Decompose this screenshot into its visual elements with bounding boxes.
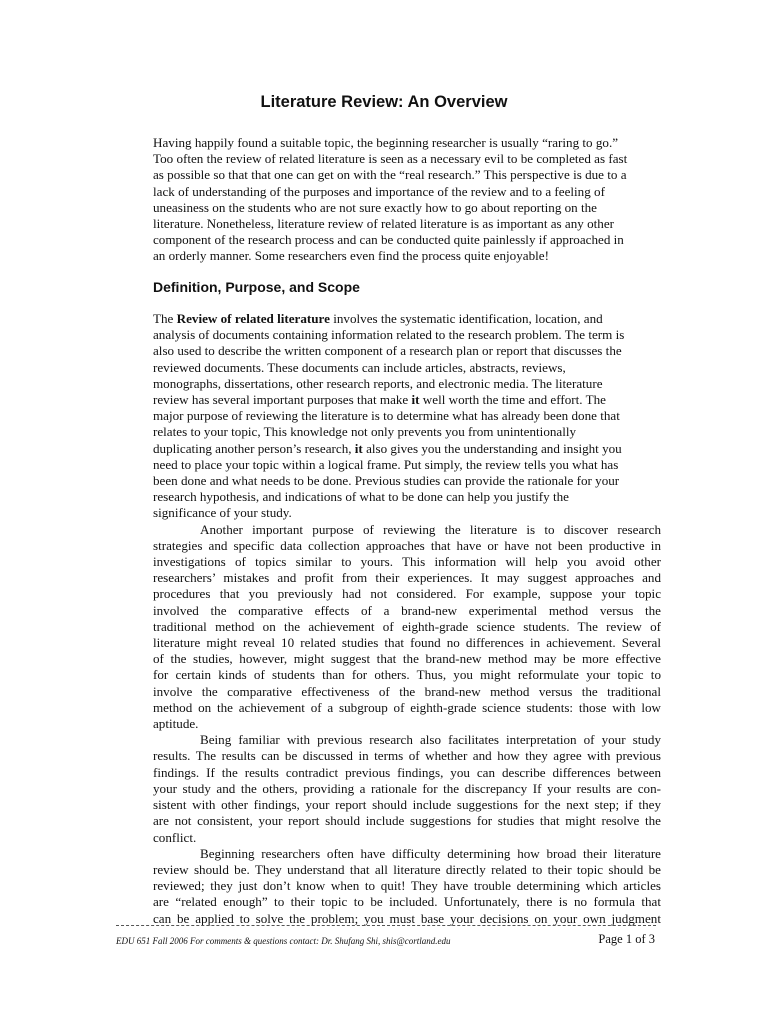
intro-line: lack of understanding of the purposes and importance of the review and to a feeling of (153, 183, 605, 199)
paragraph-line: sistent with other findings, your report should include suggestions for the next step; if they (153, 797, 661, 813)
section-body (153, 311, 661, 927)
paragraph-line: Another important purpose of reviewing the literature is to discover research (200, 521, 661, 537)
paragraph-line: strategies and specific data collection approaches that have or have not been productive in (153, 537, 661, 553)
intro-line: Having happily found a suitable topic, the beginning researcher is usually “raring to go.” (153, 135, 619, 150)
paragraph-line: method on the achievement of a subgroup of eighth-grade science students: those with low (153, 699, 661, 715)
page-title: Literature Review: An Overview (260, 93, 508, 111)
bold-term: Review of related literature (176, 311, 330, 326)
bold-term: it (411, 392, 420, 408)
paragraph-line: reviewed documents. These documents can include articles, abstracts, reviews, (153, 359, 566, 375)
paragraph-line: for certain kinds of students than for others. Thus, you might reformulate your topic to (153, 667, 661, 683)
paragraph-line: traditional method on the achievement of eighth-grade science students. The review of (153, 618, 661, 634)
text-run: also gives you the understanding and insight you (362, 440, 622, 456)
paragraph-line: findings. If the results contradict previous findings, you can describe differences between (153, 764, 661, 780)
paragraph-definition (153, 311, 661, 522)
paragraph-line: are “related enough” to their topic to be included. Unfortunately, there is no formula that (153, 894, 661, 910)
intro-line: component of the research process and can be conducted quite painlessly if approached in (153, 232, 624, 248)
paragraph-interpretation (153, 732, 661, 845)
intro-line: uneasiness on the students who are not sure exactly how to go about reporting on the (153, 199, 597, 215)
paragraph-line: aptitude. (153, 716, 199, 732)
paragraph-research-strategies (153, 522, 661, 733)
paragraph-line: literature might reveal 10 related studies that found no differences in achievement. Several (153, 635, 661, 651)
paragraph-line: procedures that you previously had not considered. For example, suppose your topic (153, 586, 661, 602)
intro-line: Too often the review of related literature is seen as a necessary evil to be completed as fast (153, 151, 628, 167)
text-run: well worth the time and effort. The (419, 392, 606, 408)
paragraph-line: of the studies, however, might suggest that the brand-new method may be more effective (153, 651, 661, 667)
section-heading: Definition, Purpose, and Scope (153, 279, 360, 295)
text-run: The (153, 311, 177, 326)
paragraph-line: research hypothesis, and indications of what to be done can help you justify the (153, 489, 569, 505)
text-run: involves the systematic identification, location, and (329, 311, 603, 326)
footer-contact: EDU 651 Fall 2006 For comments & questions contact: Dr. Shufang Shi, shis@cortland.edu (116, 936, 451, 946)
paragraph-line (153, 392, 661, 408)
paragraph-line: monographs, dissertations, other research reports, and electronic media. The literature (153, 375, 603, 391)
paragraph-line: results. The results can be discussed in terms of whether and how they agree with previous (153, 748, 661, 764)
paragraph-line: need to place your topic within a logical frame. Put simply, the review tells you what has (153, 456, 619, 472)
paragraph-line: involve the comparative effectiveness of the brand-new method versus the traditional (153, 683, 661, 699)
paragraph-line: can be applied to solve the problem; you must base your decisions on your own judgment (153, 910, 661, 926)
paragraph-line: conflict. (153, 829, 197, 845)
paragraph-line: involved the comparative effects of a brand-new experimental method versus the (153, 602, 661, 618)
paragraph-line: are not consistent, your report should include suggestions for studies that might resolve the (153, 813, 661, 829)
paragraph-line: relates to your topic, This knowledge not only prevents you from unintentionally (153, 424, 577, 440)
intro-line: as possible so that that one can get on with the “real research.” This perspective is due to a (153, 167, 627, 183)
paragraph-line: reviewed; they just don’t know when to quit! They have trouble determining which articles (153, 878, 661, 894)
footer-divider (116, 925, 656, 926)
paragraph-line (153, 311, 661, 327)
paragraph-line: investigations of topics similar to yours. This information will help you avoid other (153, 554, 661, 570)
paragraph-line: major purpose of reviewing the literature is to determine what has already been done that (153, 408, 620, 424)
text-run: review has several important purposes that make (153, 392, 412, 408)
paragraph-scope (153, 846, 661, 927)
paragraph-line: Beginning researchers often have difficulty determining how broad their literature (200, 845, 661, 861)
paragraph-line: Being familiar with previous research also facilitates interpretation of your study (200, 732, 661, 748)
paragraph-line: also used to describe the written component of a research plan or report that discusses the (153, 343, 622, 359)
paragraph-line: review should be. They understand that all literature directly related to their topic should be (153, 861, 661, 877)
paragraph-line (153, 441, 661, 457)
page-number: Page 1 of 3 (598, 932, 655, 946)
intro-paragraph (153, 135, 661, 265)
paragraph-line: your study and the others, providing a rationale for the discrepancy If your results are con- (153, 780, 661, 796)
paragraph-line: significance of your study. (153, 505, 292, 521)
paragraph-line: been done and what needs to be done. Previous studies can provide the rationale for your (153, 473, 620, 489)
paragraph-line: analysis of documents containing information related to the research problem. The term is (153, 327, 625, 343)
intro-line: an orderly manner. Some researchers even find the process quite enjoyable! (153, 248, 549, 264)
bold-term: it (354, 440, 363, 456)
paragraph-line: researchers’ mistakes and profit from their experiences. It may suggest approaches and (153, 570, 661, 586)
intro-line: literature. Nonetheless, literature review of related literature is as important as any other (153, 216, 615, 232)
text-run: duplicating another person’s research, (153, 440, 355, 456)
